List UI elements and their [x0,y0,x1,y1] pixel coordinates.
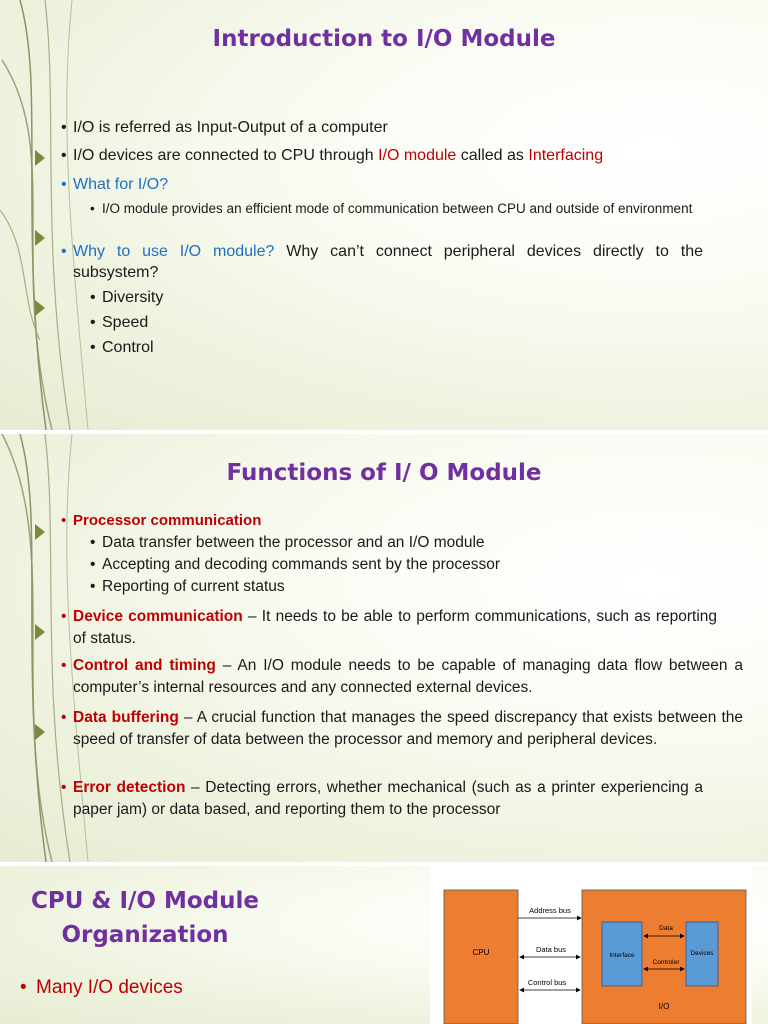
list-item: • I/O module provides an efficient mode of communication between CPU and outside of environment [90,201,693,216]
page-title: Introduction to I/O Module [212,26,556,52]
slide-introduction [0,0,768,430]
list-item: • Processor communication [61,512,262,529]
cpu-label: CPU [472,948,490,957]
address-bus-label: Address bus [529,906,571,915]
data-label: Data [659,925,673,932]
page-title: CPU & I/O Module Organization [30,888,259,948]
control-bus-label: Control bus [527,978,567,987]
list-item: • Device communication – It needs to be able to perform communications, such as reporting of status. [61,608,718,647]
list-item: • Diversity [90,289,164,306]
list-item: • Data buffering – A crucial function that manages the speed discrepancy that exists between the speed of transfer of data between the processor and memory and peripheral devices. [61,709,743,748]
io-organization-diagram [430,866,752,1024]
page-title: Functions of I/ O Module [226,460,542,486]
list-item: • Reporting of current status [90,578,285,595]
list-item: • Error detection – Detecting errors, whether mechanical (such as a printer experiencing a paper jam) or data based, and reporting them to the processor [61,779,703,818]
cpu-block [444,890,518,1024]
slide-organization [0,866,768,1024]
io-label: I/O [658,1002,670,1011]
devices-label: Devices [690,950,714,957]
list-item: • Control and timing – An I/O module needs to be capable of managing data flow between a computer’s internal resources and any connected external devices. [61,657,744,696]
list-item: • I/O devices are connected to CPU through I/O module called as Interfacing [61,147,604,164]
list-item: • Many I/O devices [20,977,183,998]
list-item: • What for I/O? [61,176,169,193]
list-item: • Data transfer between the processor and an I/O module [90,534,485,551]
list-item: • Control [90,339,154,356]
controler-label: Controler [652,959,680,966]
list-item: • Accepting and decoding commands sent by the processor [90,556,501,573]
list-item: • I/O is referred as Input-Output of a computer [61,119,388,136]
slide-functions [0,434,768,862]
data-bus-label: Data bus [535,945,567,954]
interface-label: Interface [609,952,635,959]
list-item: • Speed [90,314,149,331]
list-item: • Why to use I/O module? Why can’t connect peripheral devices directly to the subsystem? [61,243,703,281]
